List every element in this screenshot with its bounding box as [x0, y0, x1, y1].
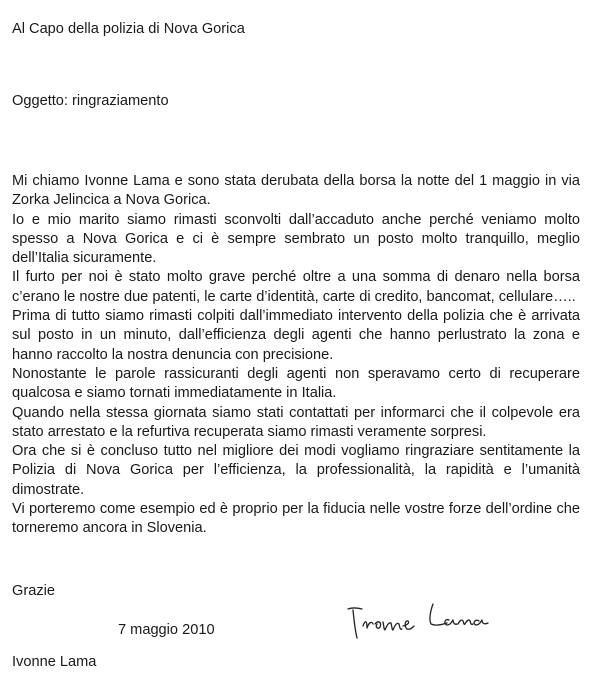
body-paragraph: Prima di tutto siamo rimasti colpiti dall’immediato intervento della polizia che è arrivata sul posto in un minuto, dall’efficienza degli agenti che hanno perlustrato la zona e hanno raccolto la nostra denuncia con precisione. [12, 308, 580, 363]
letter-date: 7 maggio 2010 [118, 622, 215, 638]
closing-line: Grazie [12, 583, 55, 599]
body-paragraph: Vi porteremo come esempio ed è proprio per la fiducia nelle vostre forze dell’ordine che torneremo ancora in Slovenia. [12, 501, 580, 537]
body-paragraph: Ora che si è concluso tutto nel migliore dei modi vogliamo ringraziare sentitamente la Polizia di Nova Gorica per l’efficienza, la professionalità, la rapidità e l’umanità dimostrate. [12, 443, 580, 498]
body-paragraph: Mi chiamo Ivonne Lama e sono stata derubata della borsa la notte del 1 maggio in via Zorka Jelincica a Nova Gorica. [12, 173, 580, 209]
body-paragraph: Quando nella stessa giornata siamo stati contattati per informarci che il colpevole era stato arrestato e la refurtiva recuperata siamo rimasti veramente sorpresi. [12, 404, 580, 440]
letter-body [12, 172, 580, 539]
handwritten-signature [345, 590, 505, 646]
body-paragraph: Io e mio marito siamo rimasti sconvolti dall’accaduto anche perché veniamo molto spesso a Nova Gorica e ci è sempre sembrato un posto molto tranquillo, meglio dell’Italia sicuramente. [12, 211, 580, 267]
body-paragraph: Nonostante le parole rassicuranti degli agenti non speravamo certo di recuperare qualcosa e siamo tornati immediatamente in Italia. [12, 365, 580, 402]
addressee-line: Al Capo della polizia di Nova Gorica [12, 21, 245, 37]
subject-line: Oggetto: ringraziamento [12, 93, 169, 109]
body-paragraph: Il furto per noi è stato molto grave perché oltre a una somma di denaro nella borsa c’erano le nostre due patenti, le carte d’identità, carte di credito, bancomat, cellulare….. [12, 269, 580, 305]
signer-name: Ivonne Lama [12, 654, 97, 670]
